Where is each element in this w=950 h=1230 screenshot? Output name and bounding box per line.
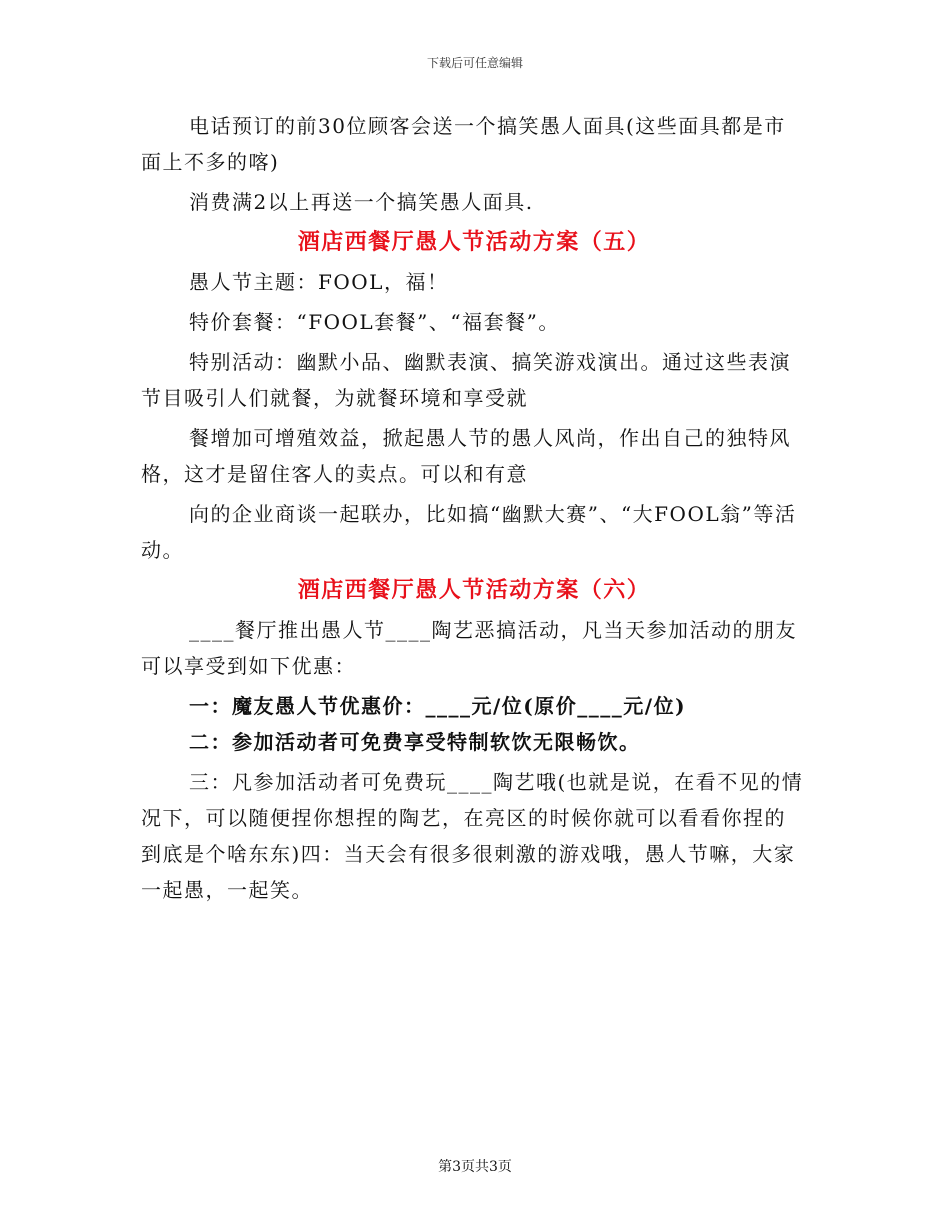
document-body (141, 108, 807, 908)
section-title-6: 酒店西餐厅愚人节活动方案（六） (297, 577, 651, 603)
page-number: 第3页共3页 (438, 1159, 512, 1175)
paragraph-offer-1: 一：魔友愚人节优惠价：____元/位(原价____元/位) (189, 694, 687, 718)
paragraph-masks-spend: 消费满2以上再送一个搞笑愚人面具. (189, 190, 534, 214)
paragraph-intro: ____餐厅推出愚人节____陶艺恶搞活动，凡当天参加活动的朋友可以享受到如下优惠： (141, 618, 797, 678)
paragraph-cooperation: 向的企业商谈一起联办，比如搞“幽默大赛”、“大FOOL翁”等活动。 (141, 502, 797, 562)
section-title-5: 酒店西餐厅愚人节活动方案（五） (297, 229, 651, 255)
paragraph-offer-3-4: 三：凡参加活动者可免费玩____陶艺哦(也就是说，在看不见的情况下，可以随便捏你想捏的陶艺，在亮区的时候你就可以看看你捏的到底是个啥东东)四：当天会有很多很刺激的游戏哦，愚人节嘛，大家一起愚，一起笑。 (141, 770, 804, 902)
paragraph-theme: 愚人节主题：FOOL，福！ (189, 270, 449, 294)
paragraph-special-activity: 特别活动：幽默小品、幽默表演、搞笑游戏演出。通过这些表演节目吸引人们就餐，为就餐环境和享受就 (141, 350, 791, 410)
paragraph-benefit: 餐增加可增殖效益，掀起愚人节的愚人风尚，作出自己的独特风格，这才是留住客人的卖点。可以和有意 (141, 426, 791, 486)
paragraph-masks-phone: 电话预订的前30位顾客会送一个搞笑愚人面具(这些面具都是市面上不多的喀) (141, 114, 786, 174)
page-header: 下载后可任意编辑 (426, 56, 523, 70)
paragraph-special-set: 特价套餐：“FOOL套餐”、“福套餐”。 (189, 310, 560, 334)
paragraph-offer-2: 二：参加活动者可免费享受特制软饮无限畅饮。 (189, 730, 641, 754)
